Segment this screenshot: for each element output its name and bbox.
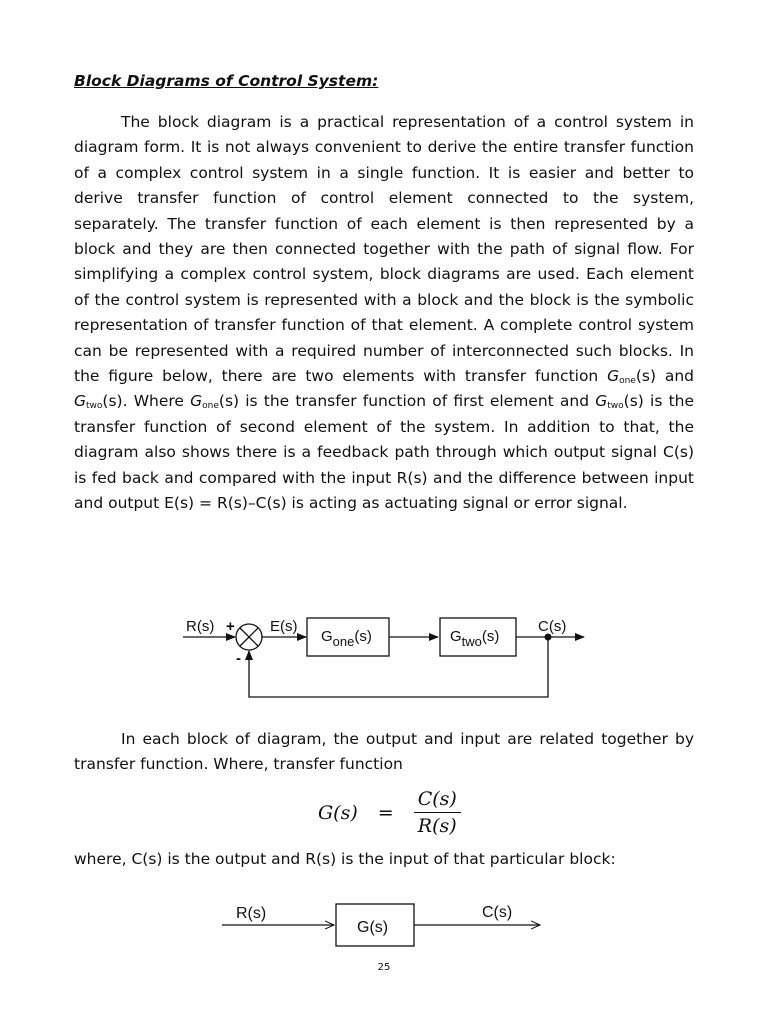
page-number: 25 bbox=[377, 962, 391, 973]
transfer-function-paragraph: In each block of diagram, the output and input are related together by transfer function. Where, transfer function bbox=[74, 730, 694, 774]
section-heading: Block Diagrams of Control System: bbox=[74, 72, 379, 90]
block-input-label: R(s) bbox=[236, 905, 267, 922]
block-g-two-label: Gtwo(s) bbox=[450, 628, 500, 649]
error-label: E(s) bbox=[270, 618, 298, 635]
block-output-label: C(s) bbox=[482, 904, 513, 921]
fraction bbox=[414, 788, 461, 837]
equation-lhs: G(s) bbox=[318, 801, 358, 824]
output-label: C(s) bbox=[538, 618, 567, 635]
block-g-one-label: Gone(s) bbox=[321, 628, 372, 649]
minus-sign: - bbox=[236, 650, 241, 667]
definition-paragraph: where, C(s) is the output and R(s) is the input of that particular block: bbox=[74, 850, 616, 868]
equals-sign: = bbox=[377, 801, 394, 824]
transfer-function-equation bbox=[318, 788, 461, 837]
block-g-label: G(s) bbox=[357, 919, 389, 936]
plus-sign: + bbox=[226, 618, 235, 635]
equation-numerator: C(s) bbox=[414, 788, 461, 813]
input-label: R(s) bbox=[186, 618, 215, 635]
equation-denominator: R(s) bbox=[417, 815, 457, 837]
intro-paragraph: The block diagram is a practical representation of a control system in diagram form. It is not always convenient to derive the entire transfer function of a complex control system in a single function. It is easier and better to derive transfer function of control element connected to the system, separately. The transfer function of each element is then represented by a block and they are then connected together with the path of signal flow. For simplifying a complex control system, block diagrams are used. Each element of the control system is represented with a block and the block is the symbolic representation of transfer function of that element. A complete control system can be represented with a required number of interconnected such blocks. In the figure below, there are two elements with transfer function $G_{one}(s)$ and $G_{two}(s)$. Where $G_{one}(s)$ is the transfer function of first element and $G_{two}(s)$ is the transfer function of second element of the system. In addition to that, the diagram also shows there is a feedback path through which output signal C(s) is fed back and compared with the input R(s) and the difference between input and output E(s) = R(s)–C(s) is acting as actuating signal or error signal. bbox=[74, 113, 695, 513]
